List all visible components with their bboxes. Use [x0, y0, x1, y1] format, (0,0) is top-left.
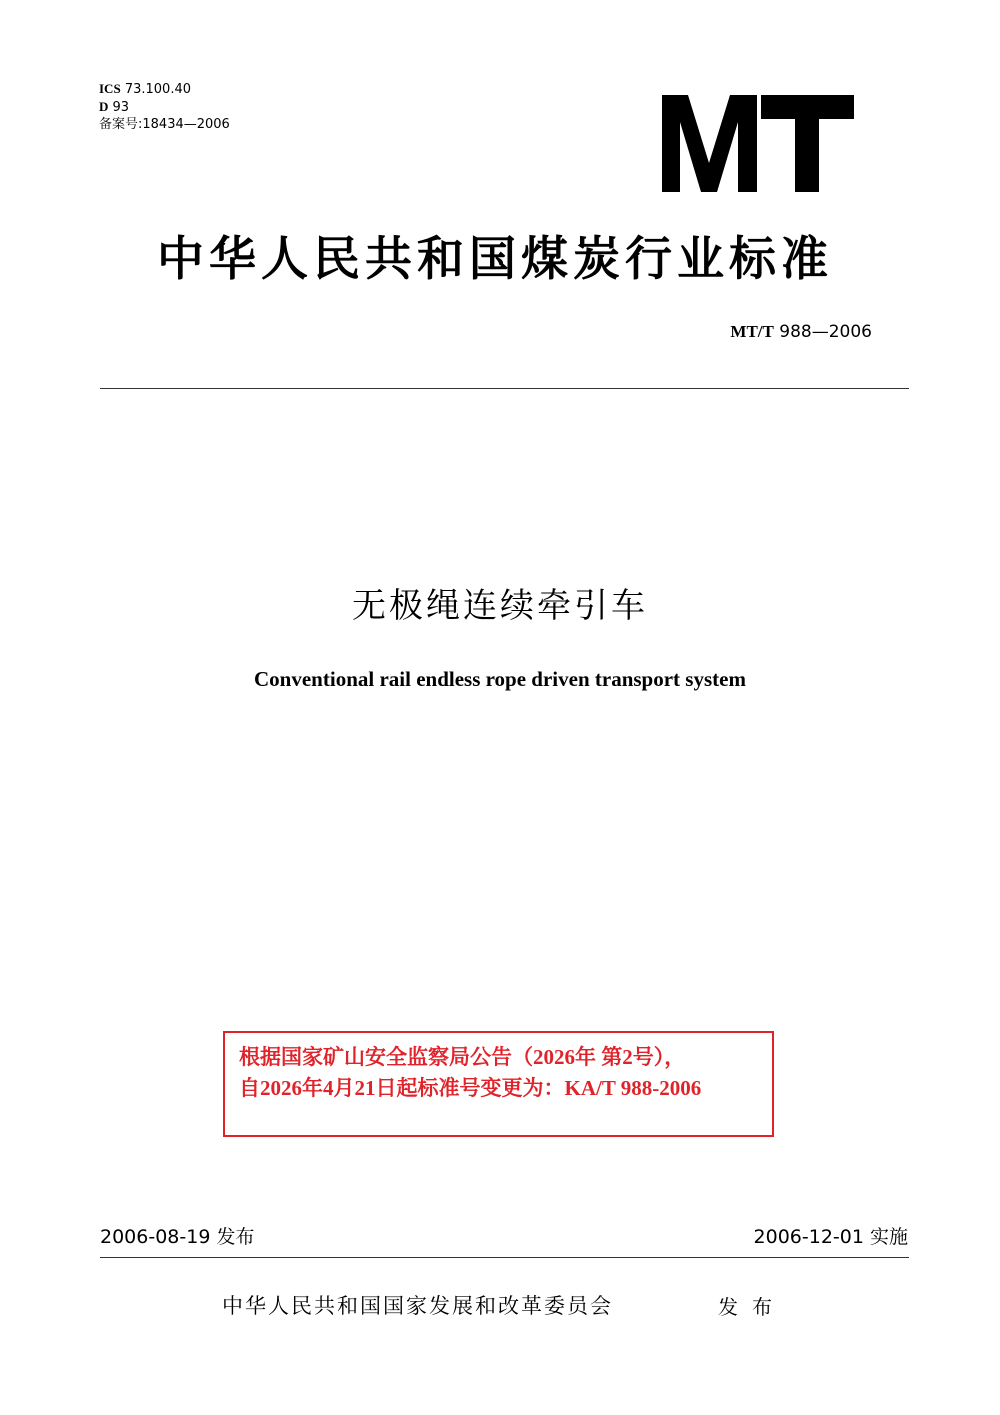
ics-line: [99, 80, 230, 98]
document-title-cn: 无极绳连续牵引车: [352, 586, 648, 626]
standard-number-prefix: MT/T: [730, 322, 774, 341]
mt-logo: [662, 95, 854, 192]
ccs-label: D: [99, 99, 109, 114]
issue-date: 2006-08-19 发布: [100, 1226, 255, 1248]
record-number: 备案号:18434—2006: [99, 117, 230, 132]
effective-date: 2006-12-01 实施: [753, 1226, 908, 1248]
standard-number-rest: 988—2006: [779, 322, 872, 342]
ccs-line: [99, 98, 230, 116]
top-divider: [100, 388, 909, 389]
ccs-value: 93: [112, 100, 130, 115]
bottom-divider: [100, 1257, 909, 1258]
classification-block: [99, 80, 230, 133]
ics-label: ICS: [99, 81, 121, 96]
renumbering-notice-box: [223, 1031, 774, 1137]
standard-category-title: 中华人民共和国煤炭行业标准: [157, 232, 833, 287]
standard-number: [730, 322, 872, 342]
ics-value: 73.100.40: [124, 82, 191, 97]
publisher-name: 中华人民共和国国家发展和改革委员会: [222, 1294, 613, 1318]
document-title-en: Conventional rail endless rope driven transport system: [254, 667, 746, 691]
notice-line-1: 根据国家矿山安全监察局公告（2026年 第2号），: [239, 1045, 686, 1069]
notice-line-2: 自2026年4月21日起标准号变更为：KA/T 988-2006: [239, 1076, 702, 1100]
publish-label: 发布: [718, 1295, 786, 1319]
